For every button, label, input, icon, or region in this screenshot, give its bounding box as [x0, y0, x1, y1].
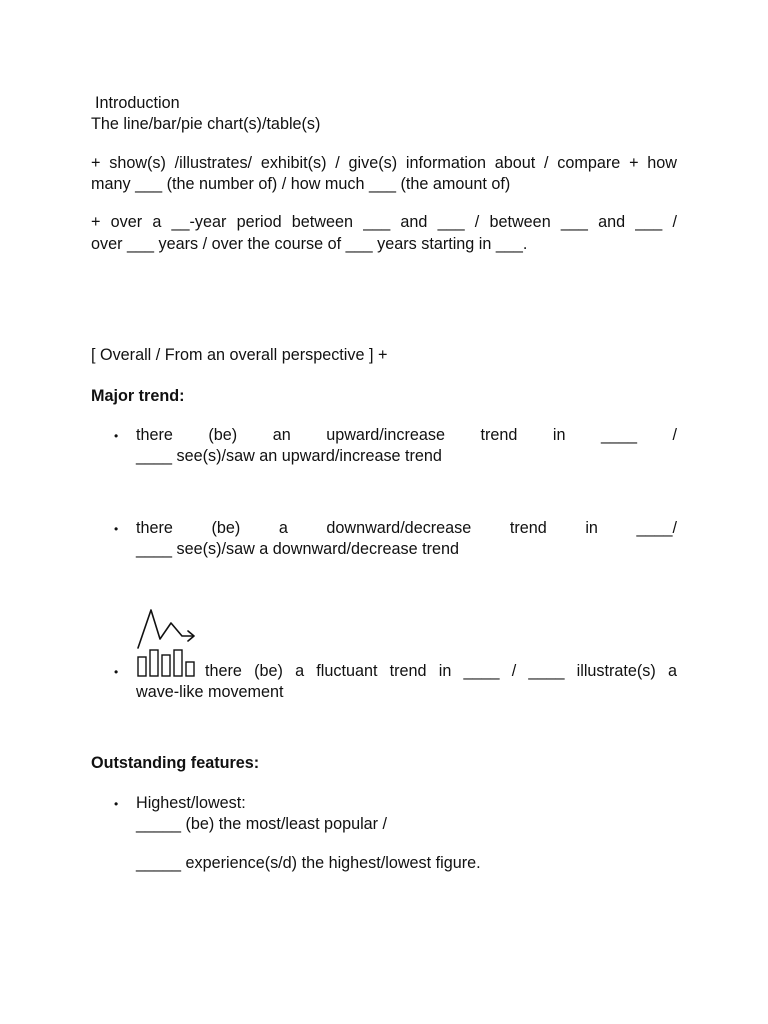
bullet-marker: • [114, 797, 119, 811]
major-trend-item-2-line-2: ____ see(s)/saw a downward/decrease trend [136, 540, 460, 558]
major-trend-item-2-line-1: there (be) a downward/decrease trend in ____/ [136, 519, 677, 537]
outstanding-features-heading: Outstanding features: [91, 754, 260, 772]
bullet-marker: • [114, 665, 119, 679]
overall-line: [ Overall / From an overall perspective ] + [91, 346, 388, 364]
major-trend-item-3-line-2: wave-like movement [136, 683, 284, 701]
major-trend-heading: Major trend: [91, 387, 185, 405]
intro-period-line-1: + over a __-year period between ___ and ___ / between ___ and ___ / [91, 213, 677, 231]
outstanding-item-1-line-2: _____ (be) the most/least popular / [136, 815, 388, 833]
major-trend-item-3-line-1: there (be) a fluctuant trend in ____ / ____ illustrate(s) a [205, 662, 677, 680]
major-trend-item-1-line-1: there (be) an upward/increase trend in ____ / [136, 426, 677, 444]
intro-subject-line: The line/bar/pie chart(s)/table(s) [91, 115, 321, 133]
bullet-marker: • [114, 429, 119, 443]
fluctuating-chart-icon [133, 606, 205, 678]
intro-period-line-2: over ___ years / over the course of ___ years starting in ___. [91, 235, 528, 253]
outstanding-item-1-line-3: _____ experience(s/d) the highest/lowest figure. [136, 854, 481, 872]
outstanding-item-1-line-1: Highest/lowest: [136, 794, 246, 812]
intro-heading: Introduction [95, 94, 180, 112]
intro-verbs-line-2: many ___ (the number of) / how much ___ (the amount of) [91, 175, 511, 193]
major-trend-item-1-line-2: ____ see(s)/saw an upward/increase trend [136, 447, 442, 465]
intro-verbs-line-1: + show(s) /illustrates/ exhibit(s) / give(s) information about / compare + how [91, 154, 677, 172]
bullet-marker: • [114, 522, 119, 536]
